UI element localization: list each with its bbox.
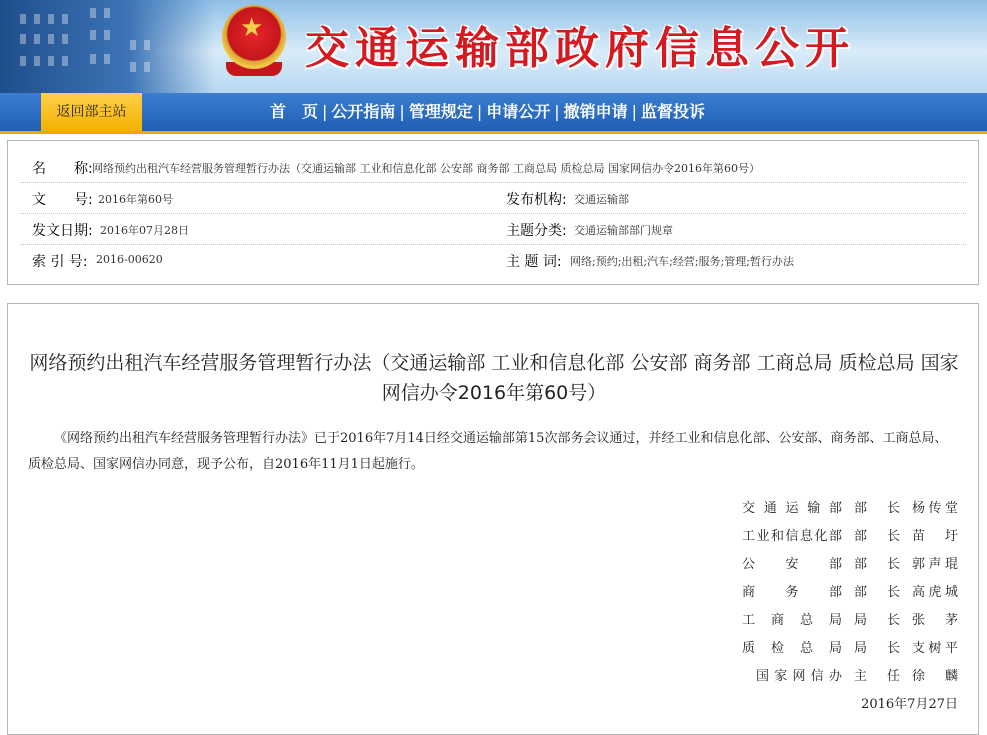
- signatory-position: 部长: [854, 529, 900, 544]
- signatory-person: 徐麟: [912, 669, 958, 684]
- signatory-row: [742, 637, 958, 656]
- signatory-person: 高虎城: [912, 585, 958, 600]
- meta-row-date: [20, 213, 966, 245]
- category-value: 交通运输部部门规章: [574, 224, 673, 237]
- nav-separator: |: [322, 102, 328, 121]
- meta-row-docno: [20, 182, 966, 214]
- nav-item-complaint[interactable]: 监督投诉: [641, 102, 706, 121]
- category-label: 主题分类:: [506, 223, 567, 239]
- document-metadata: [7, 140, 979, 285]
- article-date: 2016年7月27日: [861, 697, 958, 712]
- index-label: 索 引 号:: [32, 254, 88, 270]
- signatory-row: [742, 609, 958, 628]
- return-home-button[interactable]: 返回部主站: [41, 93, 142, 131]
- signatory-position: 局长: [854, 613, 900, 628]
- signatory-position: 部长: [854, 585, 900, 600]
- index-value: 2016-00620: [96, 253, 163, 266]
- doc-number-label: 文 号:: [32, 192, 93, 208]
- issuer-value: 交通运输部: [574, 193, 629, 206]
- signatory-position: 部长: [854, 557, 900, 572]
- signatory-org: 交通运输部: [742, 501, 842, 516]
- nav-separator: |: [399, 102, 405, 121]
- nav-item-apply[interactable]: 申请公开: [486, 102, 551, 121]
- signatory-row: [742, 497, 958, 516]
- signatory-person: 张茅: [912, 613, 958, 628]
- signatory-org: 质检总局: [742, 641, 842, 656]
- meta-row-index: [20, 244, 966, 275]
- signatory-org: 工商总局: [742, 613, 842, 628]
- signatory-row: [742, 525, 958, 544]
- nav-separator: |: [476, 102, 483, 121]
- nav-separator: |: [554, 102, 560, 121]
- building-image: [0, 0, 215, 93]
- nav-item-regulations[interactable]: 管理规定: [408, 102, 473, 121]
- nav-item-home[interactable]: 首 页: [270, 102, 319, 121]
- keywords-value: 网络;预约;出租;汽车;经营;服务;管理;暂行办法: [570, 255, 794, 268]
- site-title: 交通运输部政府信息公开: [305, 23, 855, 74]
- signatory-row: [742, 553, 958, 572]
- name-value: 网络预约出租汽车经营服务管理暂行办法（交通运输部 工业和信息化部 公安部 商务部 工商总局 质检总局 国家网信办令2016年第60号）: [92, 162, 760, 175]
- doc-number-value: 2016年第60号: [98, 193, 173, 206]
- issuer-label: 发布机构:: [506, 192, 567, 208]
- national-emblem-icon: ★: [222, 5, 286, 69]
- signatory-row: [742, 665, 958, 684]
- signatory-row: [742, 581, 958, 600]
- nav-item-revoke[interactable]: 撤销申请: [563, 102, 628, 121]
- signatory-position: 局长: [854, 641, 900, 656]
- signatory-person: 支树平: [912, 641, 958, 656]
- name-label: 名 称:: [32, 161, 93, 177]
- date-label: 发文日期:: [32, 223, 93, 239]
- signatory-position: 主任: [854, 669, 900, 684]
- article-panel: [7, 303, 979, 735]
- article-body: 《网络预约出租汽车经营服务管理暂行办法》已于2016年7月14日经交通运输部第15次部务会议通过，并经工业和信息化部、公安部、商务部、工商总局、质检总局、国家网信办同意，现予公布，自2016年11月1日起施行。: [28, 431, 948, 472]
- nav-menu: [270, 93, 705, 131]
- signatory-org: 国家网信办: [756, 669, 842, 684]
- main-nav: [0, 93, 987, 134]
- signatory-person: 杨传堂: [912, 501, 958, 516]
- article-title: 网络预约出租汽车经营服务管理暂行办法（交通运输部 工业和信息化部 公安部 商务部 工商总局 质检总局 国家网信办令2016年第60号）: [29, 352, 959, 404]
- signatory-person: 郭声琨: [912, 557, 958, 572]
- nav-item-guide[interactable]: 公开指南: [331, 102, 396, 121]
- header-banner: [0, 0, 987, 93]
- signatory-org: 工业和信息化部: [742, 529, 842, 544]
- signatory-position: 部长: [854, 501, 900, 516]
- nav-separator: |: [631, 102, 638, 121]
- meta-row-name: [20, 151, 966, 183]
- keywords-label: 主 题 词:: [506, 254, 562, 270]
- date-value: 2016年07月28日: [100, 224, 189, 237]
- signatory-person: 苗圩: [912, 529, 958, 544]
- signatory-org: 商务部: [742, 585, 842, 600]
- signatory-org: 公安部: [742, 557, 842, 572]
